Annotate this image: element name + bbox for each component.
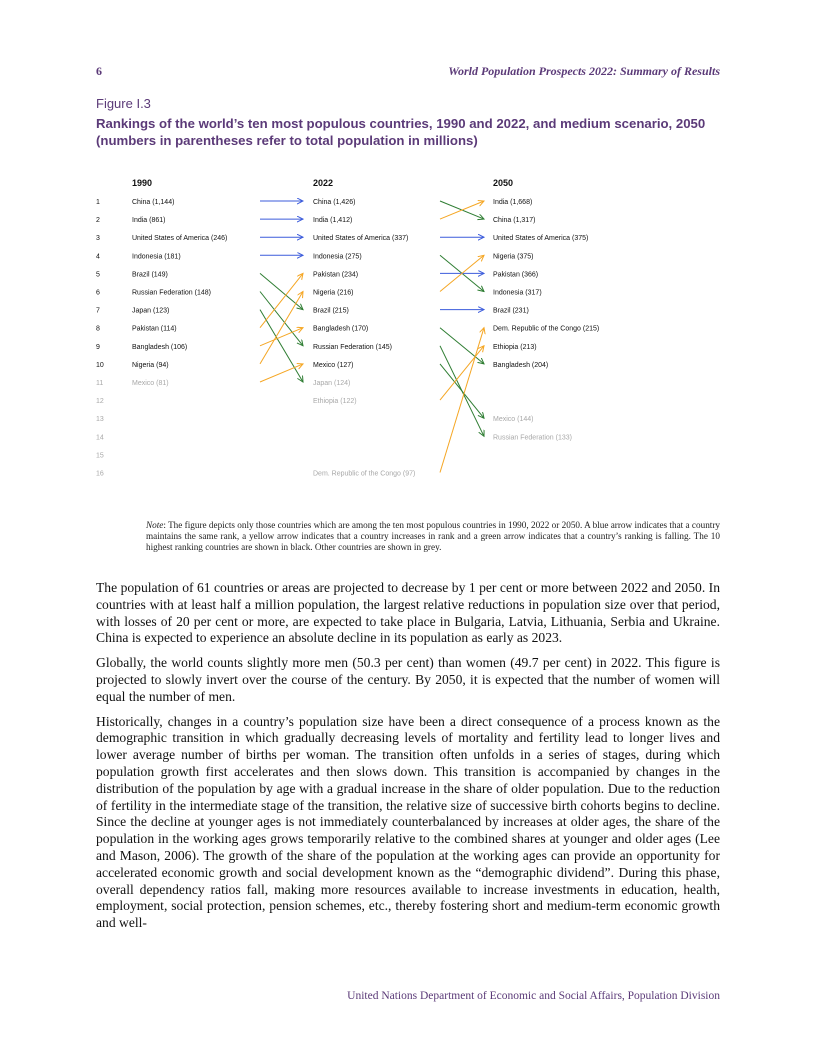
country-label: Indonesia (317) bbox=[493, 289, 542, 297]
rank-number: 6 bbox=[96, 289, 100, 297]
country-label: Pakistan (114) bbox=[132, 325, 177, 333]
country-label: United States of America (246) bbox=[132, 235, 228, 243]
rank-arrow-down bbox=[260, 273, 303, 309]
rank-arrow-down bbox=[440, 364, 484, 418]
rank-number: 3 bbox=[96, 235, 100, 243]
rank-number: 5 bbox=[96, 271, 100, 279]
country-label: Nigeria (94) bbox=[132, 361, 169, 369]
column-year-label: 1990 bbox=[132, 178, 153, 188]
country-label: Brazil (231) bbox=[493, 307, 529, 315]
rank-arrow-up bbox=[260, 292, 303, 364]
column-year-label: 2022 bbox=[313, 178, 334, 188]
country-label: China (1,144) bbox=[132, 199, 175, 206]
country-label: Indonesia (275) bbox=[313, 253, 362, 261]
country-label: Brazil (215) bbox=[313, 307, 349, 315]
country-label: Japan (124) bbox=[313, 380, 351, 387]
country-label: Russian Federation (148) bbox=[132, 289, 211, 297]
rank-number: 1 bbox=[96, 199, 100, 206]
figure-label: Figure I.3 bbox=[96, 96, 151, 111]
rank-arrow-up bbox=[260, 328, 303, 346]
rank-chart bbox=[0, 170, 816, 500]
figure-title: Rankings of the world’s ten most populous countries, 1990 and 2022, and medium scenario, 2050 (numbers in parentheses refer to total population in millions) bbox=[96, 116, 706, 148]
country-label: Bangladesh (106) bbox=[132, 343, 188, 351]
country-label: China (1,317) bbox=[493, 217, 536, 225]
figure-note bbox=[146, 520, 720, 553]
country-label: Russian Federation (145) bbox=[313, 343, 392, 351]
rank-number: 16 bbox=[96, 470, 104, 478]
page-number: 6 bbox=[96, 64, 102, 78]
country-label: Indonesia (181) bbox=[132, 253, 181, 261]
rank-number: 15 bbox=[96, 452, 104, 460]
paragraph: The population of 61 countries or areas are projected to decrease by 1 per cent or more between 2022 and 2050. In countries with at least half a million population, the largest relative reductions in population size over that period, with losses of 20 per cent or more, are expected to take place in Bulgaria, Latvia, Lithuania, Serbia and Ukraine. China is expected to experience an absolute decline in its population as early as 2023. bbox=[96, 580, 720, 646]
rank-number: 8 bbox=[96, 325, 100, 333]
rank-number: 13 bbox=[96, 416, 104, 424]
country-label: Nigeria (375) bbox=[493, 253, 534, 261]
country-label: Ethiopia (122) bbox=[313, 398, 357, 406]
rank-arrow-up bbox=[260, 273, 303, 327]
country-label: Russian Federation (133) bbox=[493, 434, 572, 442]
rank-arrow-down bbox=[260, 310, 303, 382]
rank-number: 12 bbox=[96, 398, 104, 406]
country-label: India (1,668) bbox=[493, 199, 533, 206]
rank-number: 4 bbox=[96, 253, 100, 261]
note-label: Note bbox=[146, 520, 164, 530]
country-label: Brazil (149) bbox=[132, 271, 168, 279]
rank-number: 7 bbox=[96, 307, 100, 315]
country-label: Japan (123) bbox=[132, 307, 170, 315]
country-label: Pakistan (234) bbox=[313, 271, 359, 279]
country-label: Mexico (127) bbox=[313, 361, 354, 369]
rank-number: 2 bbox=[96, 217, 100, 225]
rank-number: 11 bbox=[96, 380, 104, 387]
country-label: Bangladesh (170) bbox=[313, 325, 369, 333]
country-label: Dem. Republic of the Congo (97) bbox=[313, 470, 416, 478]
country-label: Nigeria (216) bbox=[313, 289, 354, 297]
footer-text: United Nations Department of Economic and Social Affairs, Population Division bbox=[347, 990, 720, 1002]
running-title: World Population Prospects 2022: Summary of Results bbox=[448, 64, 720, 78]
country-label: Ethiopia (213) bbox=[493, 343, 537, 351]
rank-number: 10 bbox=[96, 361, 104, 369]
rank-number: 14 bbox=[96, 434, 104, 442]
rank-number: 9 bbox=[96, 343, 100, 351]
note-text: : The figure depicts only those countries which are among the ten most populous countries in 1990, 2022 or 2050. A blue arrow indicates that a country maintains the same rank, a yellow arrow indicates that a country increases in rank and a green arrow indicates that a country’s ranking is falling. The 10 highest ranking countries are shown in black. Other countries are shown in grey. bbox=[146, 520, 720, 552]
rank-arrow-down bbox=[260, 292, 303, 346]
country-label: Mexico (81) bbox=[132, 380, 169, 387]
paragraph: Historically, changes in a country’s population size have been a direct consequence of a process known as the demographic transition in which gradually decreasing levels of mortality and fertility lead to longer lives and lower average number of births per woman. The transition often unfolds in a series of stages, during which population growth first accelerates and then slows down. This transition is accompanied by changes in the distribution of the population by age with a gradual increase in the share of older population. Due to the reduction of fertility in the intermediate stage of the transition, the relative size of successive birth cohorts begins to decline. Since the decline at younger ages is not immediately counterbalanced by increases at older ages, the share of the population in the working ages grows temporarily relative to the combined shares at younger and older ages (Lee and Mason, 2006). The growth of the share of the population at the working ages can provide an opportunity for accelerated economic growth and social development known as the “demographic dividend”. During this phase, overall dependency ratios fall, making more resources available to increase investments in education, health, employment, social protection, pension schemes, etc., thereby fostering short and medium-term economic growth and well- bbox=[96, 713, 720, 931]
country-label: Bangladesh (204) bbox=[493, 361, 549, 369]
paragraph: Globally, the world counts slightly more men (50.3 per cent) than women (49.7 per cent) in 2022. This figure is projected to slowly invert over the course of the century. By 2050, it is expected that the number of women will equal the number of men. bbox=[96, 655, 720, 704]
country-label: United States of America (375) bbox=[493, 235, 589, 243]
rank-arrow-up bbox=[440, 328, 484, 473]
column-year-label: 2050 bbox=[493, 178, 514, 188]
country-label: United States of America (337) bbox=[313, 235, 409, 243]
country-label: India (861) bbox=[132, 217, 166, 225]
country-label: India (1,412) bbox=[313, 217, 353, 225]
rank-arrow-up bbox=[260, 364, 303, 382]
country-label: China (1,426) bbox=[313, 199, 356, 206]
country-label: Mexico (144) bbox=[493, 416, 534, 424]
body-text bbox=[96, 580, 720, 940]
country-label: Pakistan (366) bbox=[493, 271, 539, 279]
country-label: Dem. Republic of the Congo (215) bbox=[493, 325, 600, 333]
